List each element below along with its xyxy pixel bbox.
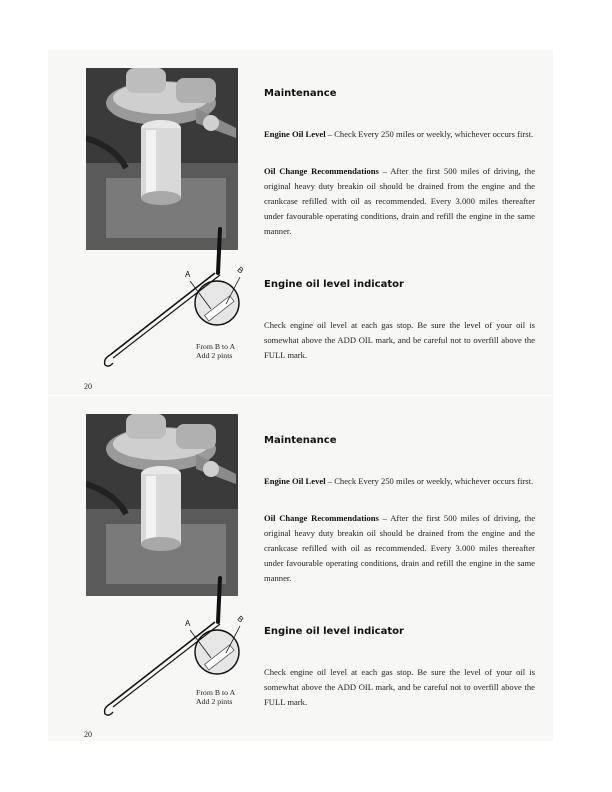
indicator-heading: Engine oil level indicator bbox=[264, 626, 404, 637]
oil-level-label: Engine Oil Level bbox=[264, 129, 326, 139]
label-b: B bbox=[235, 265, 245, 276]
page-number: 20 bbox=[84, 730, 92, 739]
oil-change-paragraph bbox=[264, 511, 535, 586]
engine-photo bbox=[86, 68, 238, 250]
indicator-heading: Engine oil level indicator bbox=[264, 279, 404, 290]
engine-photo bbox=[86, 414, 238, 596]
oil-change-paragraph bbox=[264, 164, 535, 239]
oil-change-text: – After the first 500 miles of driving, the original heavy duty breakin oil should be drained from the engine and the crankcase refilled with oil as recommended. Every 3.000 miles thereafter under favourable operating conditions, drain and refill the engine in the same manner. bbox=[264, 513, 536, 583]
oil-level-text: – Check Every 250 miles or weekly, whichever occurs first. bbox=[327, 476, 534, 486]
caption-line-2: Add 2 pints bbox=[196, 697, 233, 706]
indicator-paragraph: Check engine oil level at each gas stop. Be sure the level of your oil is somewhat above the ADD OIL mark, and be careful not to overfill above the FULL mark. bbox=[264, 320, 535, 360]
page-number: 20 bbox=[84, 382, 92, 391]
indicator-paragraph: Check engine oil level at each gas stop. Be sure the level of your oil is somewhat above the ADD OIL mark, and be careful not to overfill above the FULL mark. bbox=[264, 667, 535, 707]
oil-level-paragraph bbox=[264, 474, 535, 489]
maintenance-heading: Maintenance bbox=[264, 435, 337, 446]
label-a: A bbox=[185, 270, 191, 279]
caption-line-1: From B to A bbox=[196, 342, 236, 351]
label-b: B bbox=[235, 614, 245, 625]
manual-page-bottom bbox=[0, 396, 612, 792]
oil-change-label: Oil Change Recommendations bbox=[264, 513, 379, 523]
oil-change-label: Oil Change Recommendations bbox=[264, 166, 379, 176]
oil-level-paragraph bbox=[264, 127, 535, 142]
label-a: A bbox=[185, 619, 191, 628]
caption-line-1: From B to A bbox=[196, 688, 236, 697]
caption-line-2: Add 2 pints bbox=[196, 351, 233, 360]
diagram-caption bbox=[196, 342, 235, 360]
diagram-caption bbox=[196, 688, 235, 706]
maintenance-heading: Maintenance bbox=[264, 88, 337, 99]
oil-level-label: Engine Oil Level bbox=[264, 476, 326, 486]
oil-change-text: – After the first 500 miles of driving, the original heavy duty breakin oil should be drained from the engine and the crankcase refilled with oil as recommended. Every 3.000 miles thereafter under favourable operating conditions, drain and refill the engine in the same manner. bbox=[264, 166, 536, 236]
oil-level-text: – Check Every 250 miles or weekly, whichever occurs first. bbox=[327, 129, 534, 139]
